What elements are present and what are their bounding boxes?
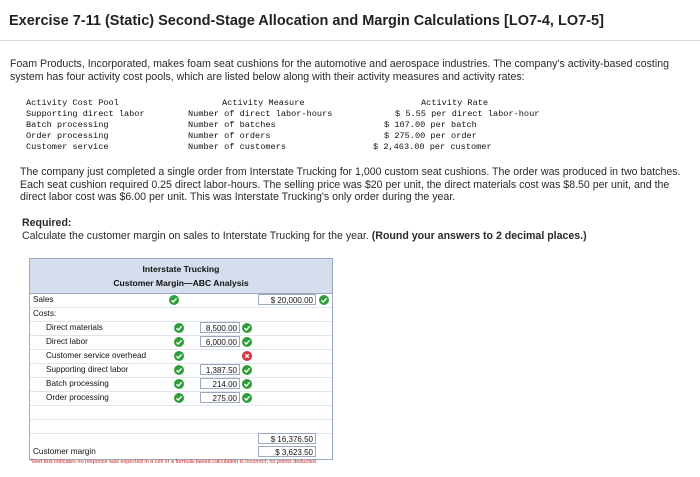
- cost-label-check-icon: [174, 365, 184, 375]
- cost-label: Order processing: [46, 393, 109, 402]
- sales-label-check-icon: [169, 295, 179, 305]
- grading-footnote-text: *Red text indicates no response was expected in a cell or a formula-based calculation is incorrect; no points deducted.: [30, 459, 318, 465]
- exercise-title: Exercise 7-11 (Static) Second-Stage Allocation and Margin Calculations [LO7-4, LO7-5]: [9, 13, 604, 29]
- required-text: Calculate the customer margin on sales to Interstate Trucking for the year.: [22, 229, 369, 242]
- activity-pool-cell: Batch processing: [26, 120, 109, 130]
- activity-rate-cell: $ 5.55 per direct labor-hour: [395, 109, 540, 119]
- cost-label: Customer service overhead: [46, 351, 147, 360]
- sales-amount-check-icon: [319, 295, 329, 305]
- activity-pool-cell: Customer service: [26, 142, 109, 152]
- total-costs-input[interactable]: $ 16,376.50: [258, 433, 316, 444]
- activity-measure-cell: Number of batches: [188, 120, 276, 130]
- cost-label-check-icon: [174, 393, 184, 403]
- cost-row: [30, 322, 332, 336]
- cost-row: [30, 378, 332, 392]
- required-heading: Required:: [22, 217, 72, 229]
- cost-amount-check-icon: [242, 365, 252, 375]
- activity-pool-cell: Order processing: [26, 131, 109, 141]
- customer-margin-label: Customer margin: [33, 447, 96, 456]
- cost-amount-input[interactable]: 1,387.50: [200, 364, 240, 375]
- costs-row: [30, 308, 332, 322]
- sales-amount-input[interactable]: $ 20,000.00: [258, 294, 316, 305]
- worksheet-title: Interstate Trucking: [142, 264, 220, 274]
- cost-amount-input[interactable]: [200, 350, 240, 361]
- cost-amount-input[interactable]: 6,000.00: [200, 336, 240, 347]
- customer-margin-row: [30, 446, 332, 459]
- customer-margin-worksheet: [29, 258, 333, 460]
- order-paragraph: The company just completed a single order from Interstate Trucking for 1,000 custom seat cushions. The order was produced in two batches. Each seat cushion required 0.25 direct labor-hours. The selling price was $20 per unit, the direct materials cost was $8.50 per unit, and the direct labor cost was $6.00 per unit. This was Interstate Trucking's only order during the year.: [20, 166, 681, 203]
- activity-rate-cell: $ 2,463.00 per customer: [373, 142, 492, 152]
- cost-label: Supporting direct labor: [46, 365, 129, 374]
- total-costs-row: [30, 433, 332, 446]
- cost-label: Direct labor: [46, 337, 88, 346]
- cost-label: Direct materials: [46, 323, 103, 332]
- cost-amount-check-icon: [242, 393, 252, 403]
- activity-header-rate: Activity Rate: [421, 98, 489, 108]
- worksheet-subtitle: Customer Margin—ABC Analysis: [113, 278, 249, 288]
- activity-measure-cell: Number of customers: [188, 142, 286, 152]
- cost-amount-input[interactable]: 275.00: [200, 392, 240, 403]
- activity-measure-cell: Number of orders: [188, 131, 271, 141]
- activity-rate-cell: $ 275.00 per order: [384, 131, 477, 141]
- activity-header-measure: Activity Measure: [222, 98, 305, 108]
- cost-label-check-icon: [174, 351, 184, 361]
- cost-row: [30, 364, 332, 378]
- cost-label-check-icon: [174, 337, 184, 347]
- cost-label: Batch processing: [46, 379, 109, 388]
- cost-row: [30, 350, 332, 364]
- required-rounding-note: (Round your answers to 2 decimal places.): [371, 229, 587, 242]
- cost-amount-input[interactable]: 214.00: [200, 378, 240, 389]
- cost-amount-check-icon: [242, 337, 252, 347]
- blank-row: [30, 406, 332, 420]
- costs-label: Costs:: [33, 309, 57, 318]
- cost-row: [30, 336, 332, 350]
- worksheet-header: [30, 259, 332, 294]
- cost-amount-input[interactable]: 8,500.00: [200, 322, 240, 333]
- intro-paragraph: Foam Products, Incorporated, makes foam seat cushions for the automotive and aerospace industries. The company's activity-based costing system has four activity cost pools, which are listed below along with their activity measures and activity rates:: [10, 58, 669, 83]
- cost-amount-check-icon: [242, 379, 252, 389]
- sales-label: Sales: [33, 295, 54, 304]
- cost-amount-x-icon: [242, 351, 252, 361]
- activity-pool-cell: Supporting direct labor: [26, 109, 145, 119]
- cost-label-check-icon: [174, 379, 184, 389]
- grading-footnote: [30, 459, 330, 466]
- cost-label-check-icon: [174, 323, 184, 333]
- customer-margin-input[interactable]: $ 3,623.50: [258, 446, 316, 457]
- cost-amount-check-icon: [242, 323, 252, 333]
- sales-row: [30, 294, 332, 308]
- required-line: [22, 230, 690, 243]
- cost-row: [30, 392, 332, 406]
- activity-rate-cell: $ 107.00 per batch: [384, 120, 477, 130]
- activity-header-pool: Activity Cost Pool: [26, 98, 119, 108]
- required-section: [22, 217, 690, 242]
- blank-row: [30, 420, 332, 434]
- activity-measure-cell: Number of direct labor-hours: [188, 109, 333, 119]
- exercise-header: [0, 0, 700, 41]
